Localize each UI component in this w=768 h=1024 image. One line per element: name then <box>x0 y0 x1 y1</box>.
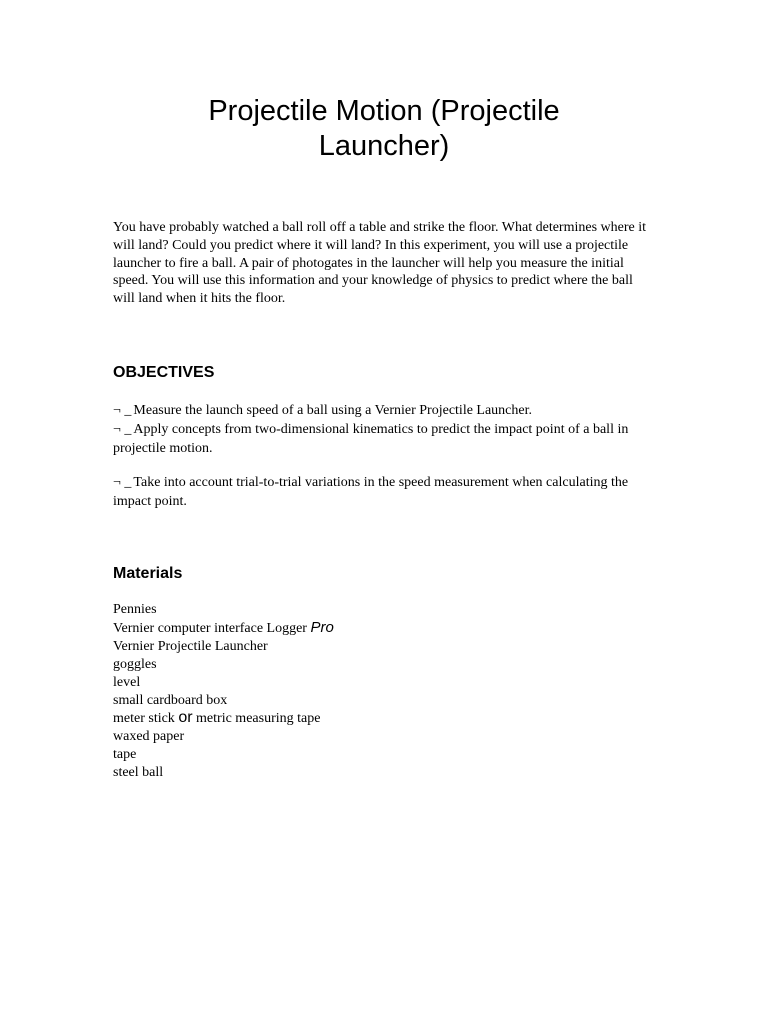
material-text-pro: Pro <box>310 618 334 636</box>
bullet-symbol: ¬ _ <box>113 422 132 437</box>
materials-heading: Materials <box>113 565 183 582</box>
material-item: level <box>113 674 141 690</box>
title-line-2: Launcher) <box>318 130 450 162</box>
objective-text: Apply concepts from two-dimensional kinematics to predict the impact point of a ball in projectile motion. <box>113 422 629 456</box>
page-title <box>0 94 768 164</box>
bullet-symbol: ¬ _ <box>113 475 132 490</box>
objectives-heading: OBJECTIVES <box>113 364 215 381</box>
material-item: waxed paper <box>113 729 185 745</box>
objective-item <box>113 401 658 420</box>
material-item <box>113 709 334 728</box>
intro-paragraph: You have probably watched a ball roll off a table and strike the floor. What determines where it will land? Could you predict where it will land? In this experiment, you will use a projectile launcher to fire a ball. A pair of photogates in the launcher will help you measure the initial speed. You will use this information and your knowledge of physics to predict where the ball will land when it hits the floor. <box>113 220 647 307</box>
material-item: Vernier Projectile Launcher <box>113 638 268 654</box>
objectives-list <box>113 401 658 511</box>
material-item: steel ball <box>113 765 164 781</box>
objective-item <box>113 420 658 458</box>
objective-item <box>113 473 658 511</box>
material-item <box>113 619 334 638</box>
material-item: Pennies <box>113 602 157 617</box>
material-item: small cardboard box <box>113 692 228 708</box>
materials-list <box>113 601 334 782</box>
title-line-1: Projectile Motion (Projectile <box>208 95 560 127</box>
bullet-symbol: ¬ _ <box>113 403 132 418</box>
material-item: goggles <box>113 656 157 672</box>
objective-text: Measure the launch speed of a ball using a Vernier Projectile Launcher. <box>133 403 533 418</box>
material-text: Vernier computer interface Logger <box>113 620 311 636</box>
material-text: meter stick <box>113 711 179 727</box>
material-text: metric measuring tape <box>192 711 321 727</box>
material-item: tape <box>113 747 137 763</box>
material-text-or: or <box>178 709 193 727</box>
objective-text: Take into account trial-to-trial variations in the speed measurement when calculating the impact point. <box>113 475 629 509</box>
